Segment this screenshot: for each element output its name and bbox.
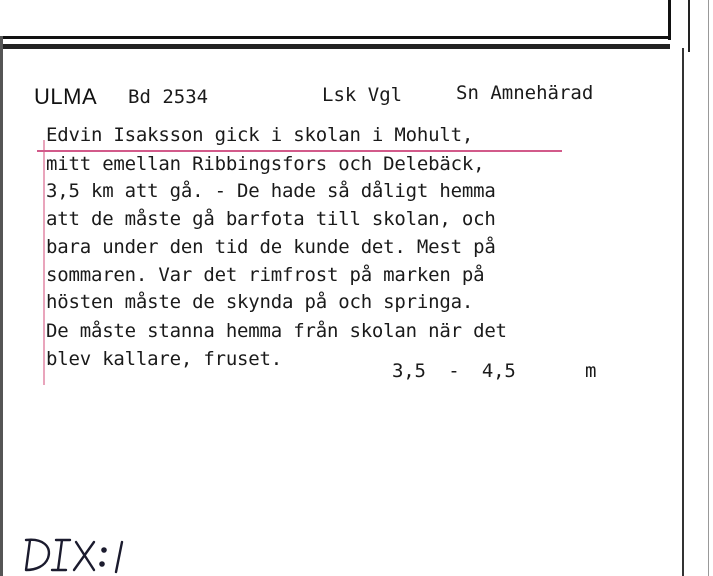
card-top-right-edge — [668, 0, 671, 40]
text-line-9: blev kallare, fruset. — [46, 348, 283, 370]
text-line-4: att de måste gå barfota till skolan, och — [46, 208, 496, 230]
text-line-3: 3,5 km att gå. - De hade så dåligt hemma — [46, 180, 496, 202]
volume-number: Bd 2534 — [128, 86, 209, 108]
margin-marker — [43, 140, 45, 385]
parish-label: Sn Amnehärad — [456, 82, 594, 104]
archive-label: ULMA — [34, 84, 98, 109]
text-line-8: De måste stanna hemma från skolan när det — [46, 320, 507, 342]
card-left-edge — [0, 36, 3, 576]
text-line-1: Edvin Isaksson gick i skolan i Mohult, — [46, 124, 474, 146]
measure-unit: m — [585, 360, 597, 382]
card-top-edge — [0, 36, 670, 50]
measure-range: 3,5 - 4,5 — [392, 360, 516, 382]
text-line-5: bara under den tid de kunde det. Mest på — [46, 236, 496, 258]
handwritten-code — [22, 532, 142, 576]
text-line-6: sommaren. Var det rimfrost på marken på — [46, 264, 485, 286]
text-line-2: mitt emellan Ribbingsfors och Delebäck, — [46, 153, 485, 175]
card-right-edge-thin — [708, 0, 709, 576]
text-line-7: hösten måste de skynda på och springa. — [46, 291, 474, 313]
highlight-underline — [37, 150, 562, 152]
province-label: Lsk Vgl — [322, 84, 403, 106]
card-right-edge — [682, 48, 684, 576]
card-top-right-edge-2 — [688, 0, 690, 52]
